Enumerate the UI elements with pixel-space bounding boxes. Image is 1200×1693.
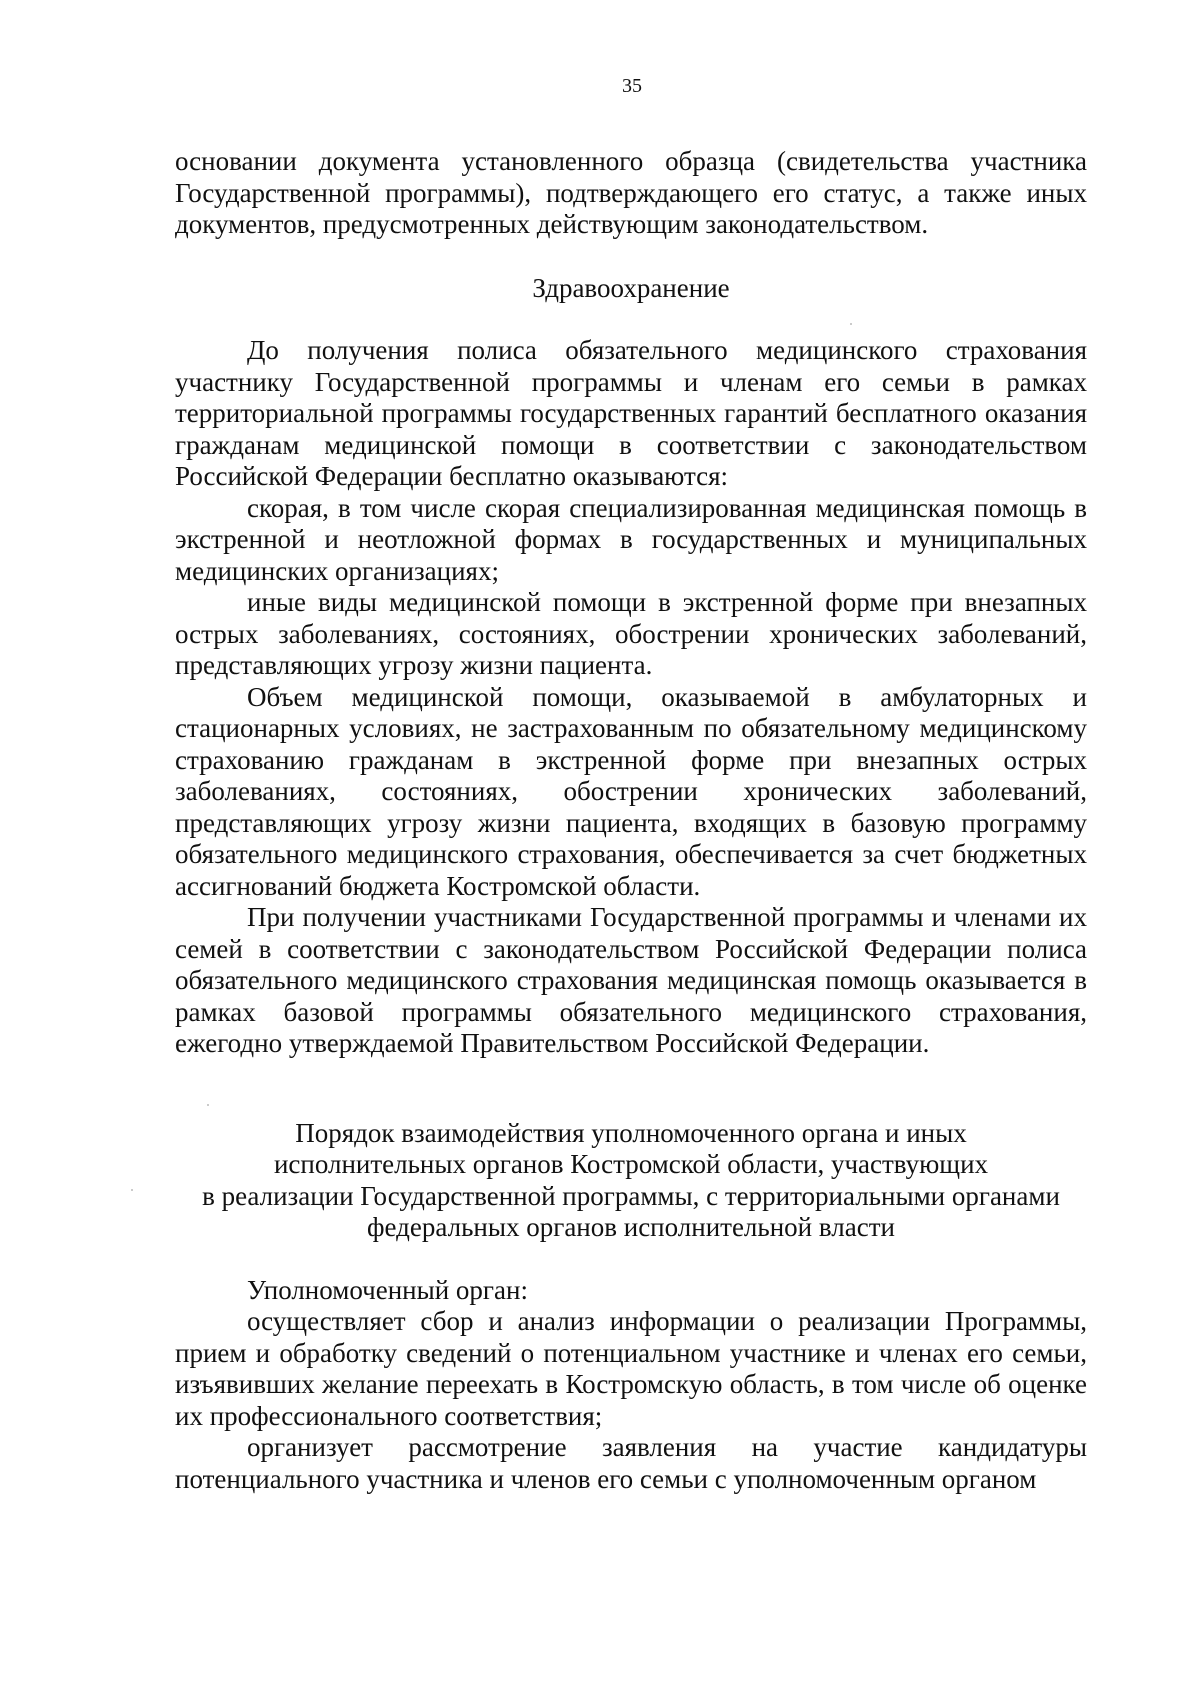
- document-body: [175, 146, 1087, 1495]
- scan-speck: [207, 1104, 209, 1106]
- scan-speck: [131, 1189, 133, 1191]
- scan-speck: [850, 323, 852, 325]
- paragraph-emergency-care: скорая, в том числе скорая специализированная медицинская помощь в экстренной и неотложной формах в государственных и муниципальных медицинских организациях;: [175, 492, 1087, 586]
- heading-line: Порядок взаимодействия уполномоченного органа и иных: [295, 1117, 967, 1148]
- paragraph-other-care: иные виды медицинской помощи в экстренной форме при внезапных острых заболеваниях, состояниях, обострении хронических заболеваний, представляющих угрозу жизни пациента.: [175, 587, 1087, 680]
- heading-line: Здравоохранение: [532, 272, 730, 303]
- paragraph-care-volume: Объем медицинской помощи, оказываемой в амбулаторных и стационарных условиях, не застрахованным по обязательному медицинскому страхованию гражданам в экстренной форме при внезапных острых заболеваниях, состояниях, обострении хронических заболеваний, представляющих угрозу жизни пациента, входящих в базовую программу обязательного медицинского страхования, обеспечивается за счет бюджетных ассигнований бюджета Костромской области.: [175, 681, 1087, 901]
- paragraph-application-review: организует рассмотрение заявления на участие кандидатуры потенциального участника и членов его семьи с уполномоченным органом: [175, 1432, 1087, 1494]
- heading-line: федеральных органов исполнительной власти: [367, 1212, 895, 1242]
- heading-line: в реализации Государственной программы, с территориальными органами: [202, 1180, 1060, 1211]
- paragraph-document-basis: основании документа установленного образца (свидетельства участника Государственной программы), подтверждающего его статус, а также иных документов, предусмотренных действующим законодательством.: [175, 146, 1087, 239]
- section-heading-healthcare: [175, 273, 1087, 305]
- heading-line: исполнительных органов Костромской области, участвующих: [273, 1149, 989, 1179]
- paragraph-insurance-policy: До получения полиса обязательного медицинского страхования участнику Государственной программы и членам его семьи в рамках территориальной программы государственных гарантий бесплатного оказания гражданам медицинской помощи в соответствии с законодательством Российской Федерации бесплатно оказываются:: [175, 335, 1087, 491]
- section-heading-interaction-procedure: [175, 1118, 1087, 1244]
- page-number: 35: [622, 75, 642, 97]
- paragraph-basic-program: При получении участниками Государственной программы и членами их семей в соответствии с законодательством Российской Федерации полиса обязательного медицинского страхования медицинская помощь оказывается в рамках базовой программы обязательного медицинского страхования, ежегодно утверждаемой Правительством Российской Федерации.: [175, 902, 1087, 1058]
- paragraph-information-collection: осуществляет сбор и анализ информации о реализации Программы, прием и обработку сведений о потенциальном участнике и членах его семьи, изъявивших желание переехать в Костромскую область, в том числе об оценке их профессионального соответствия;: [175, 1306, 1087, 1431]
- paragraph-authorized-body: Уполномоченный орган:: [247, 1274, 528, 1305]
